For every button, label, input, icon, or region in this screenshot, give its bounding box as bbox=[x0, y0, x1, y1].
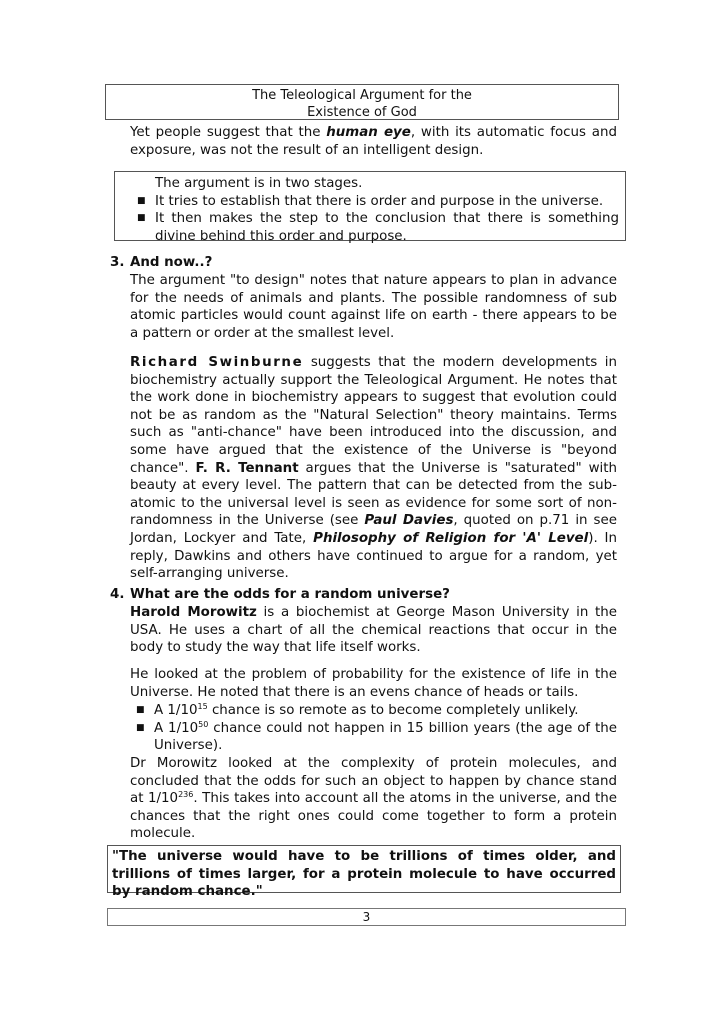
odds-bullet-1 bbox=[130, 702, 617, 720]
s4-p3-exp: 236 bbox=[178, 790, 194, 800]
stages-bullet-1 bbox=[131, 193, 619, 211]
section-3-paragraph-1: The argument "to design" notes that nature appears to plan in advance for the needs of animals and plants. The possible randomness of sub atomic particles would count against life on earth - there appears to be a pattern or order at the smallest level. bbox=[130, 273, 617, 341]
section-4-paragraph-3 bbox=[130, 755, 617, 843]
odds-1-pre: A 1/10 bbox=[154, 703, 198, 718]
intro-text-before: Yet people suggest that the bbox=[130, 125, 327, 140]
document-title-box bbox=[105, 84, 619, 120]
section-3-heading bbox=[110, 254, 212, 272]
name-tennant: F. R. Tennant bbox=[195, 460, 299, 476]
square-bullet-icon: ■ bbox=[136, 722, 145, 733]
section-4-title: What are the odds for a random universe? bbox=[130, 587, 450, 602]
square-bullet-icon: ■ bbox=[137, 213, 146, 224]
odds-1-exp: 15 bbox=[197, 702, 208, 711]
stages-bullet-2-text: It then makes the step to the conclusion that there is something divine behind this order and purpose. bbox=[155, 211, 619, 244]
stages-bullet-2 bbox=[131, 210, 619, 245]
section-3-number: 3. bbox=[110, 255, 125, 270]
square-bullet-icon: ■ bbox=[137, 195, 146, 206]
p2-text-1: suggests that the modern developments in biochemistry actually support the Teleological Argument. He notes that the work done in biochemistry appears to suggest that evolution could not be as random as the "Natural Selection" theory maintains. Terms such as "anti-chance" have been introduced into the discussion, and some have argued that the existence of the Universe is "beyond chance". bbox=[130, 355, 617, 476]
title-line-1: The Teleological Argument for the bbox=[252, 88, 472, 103]
square-bullet-icon: ■ bbox=[136, 705, 145, 715]
title-line-2: Existence of God bbox=[307, 105, 417, 120]
p2-text-3: , quoted on p.71 in see Jordan, Lockyer and Tate, bbox=[130, 513, 617, 546]
book-title: Philosophy of Religion for 'A' Level bbox=[313, 530, 589, 546]
s4-p3-pre: Dr Morowitz looked at the complexity of protein molecules, and concluded that the odds for such an object to happen by chance stand at 1/10 bbox=[130, 756, 617, 807]
intro-paragraph bbox=[130, 124, 617, 159]
odds-1-post: chance is so remote as to become completely unlikely. bbox=[207, 703, 579, 718]
intro-text-after: , with its automatic focus and exposure, was not the result of an intelligent design. bbox=[130, 125, 617, 158]
name-swinburne: Richard Swinburne bbox=[130, 355, 304, 370]
stages-box bbox=[114, 171, 626, 244]
p2-text-2: argues that the Universe is "saturated" with beauty at every level. The pattern that can be detected from the sub-atomic to the universal level is seen as evidence for some sort of non-randomness in the Universe (see bbox=[130, 460, 617, 529]
odds-2-pre: A 1/10 bbox=[154, 720, 199, 736]
section-4-heading bbox=[110, 586, 450, 604]
name-davies: Paul Davies bbox=[364, 513, 454, 529]
p2-text-4: ). In reply, Dawkins and others have continued to argue for a random, yet self-arranging universe. bbox=[130, 530, 617, 582]
quote-box: "The universe would have to be trillions of times older, and trillions of times larger, for a protein molecule to have occurred by random chance." bbox=[107, 845, 621, 893]
odds-2-post: chance could not happen in 15 billion years (the age of the Universe). bbox=[154, 720, 617, 754]
page-number: 3 bbox=[362, 910, 371, 924]
stages-bullet-1-text: It tries to establish that there is order and purpose in the universe. bbox=[155, 193, 604, 209]
odds-bullet-list bbox=[130, 702, 617, 755]
section-4-number: 4. bbox=[110, 587, 125, 602]
section-4-paragraph-2: He looked at the problem of probability for the existence of life in the Universe. He noted that there is an evens chance of heads or tails. bbox=[130, 667, 617, 700]
s4-p3-post: . This takes into account all the atoms in the universe, and the chances that the right ones could come together to form a protein molecule. bbox=[130, 791, 617, 842]
section-3-paragraph-2 bbox=[130, 354, 617, 583]
odds-bullet-2 bbox=[130, 720, 617, 755]
page-footer bbox=[107, 908, 626, 926]
section-4-paragraph-1 bbox=[130, 604, 617, 657]
s4-p1-text: is a biochemist at George Mason University in the USA. He uses a chart of all the chemical reactions that occur in the body to study the way that life itself works. bbox=[130, 605, 617, 656]
stages-lead: The argument is in two stages. bbox=[155, 176, 363, 191]
odds-2-exp: 50 bbox=[198, 719, 209, 729]
name-morowitz: Harold Morowitz bbox=[130, 605, 257, 620]
section-3-title: And now..? bbox=[130, 255, 213, 270]
intro-emphasis: human eye bbox=[326, 125, 411, 140]
